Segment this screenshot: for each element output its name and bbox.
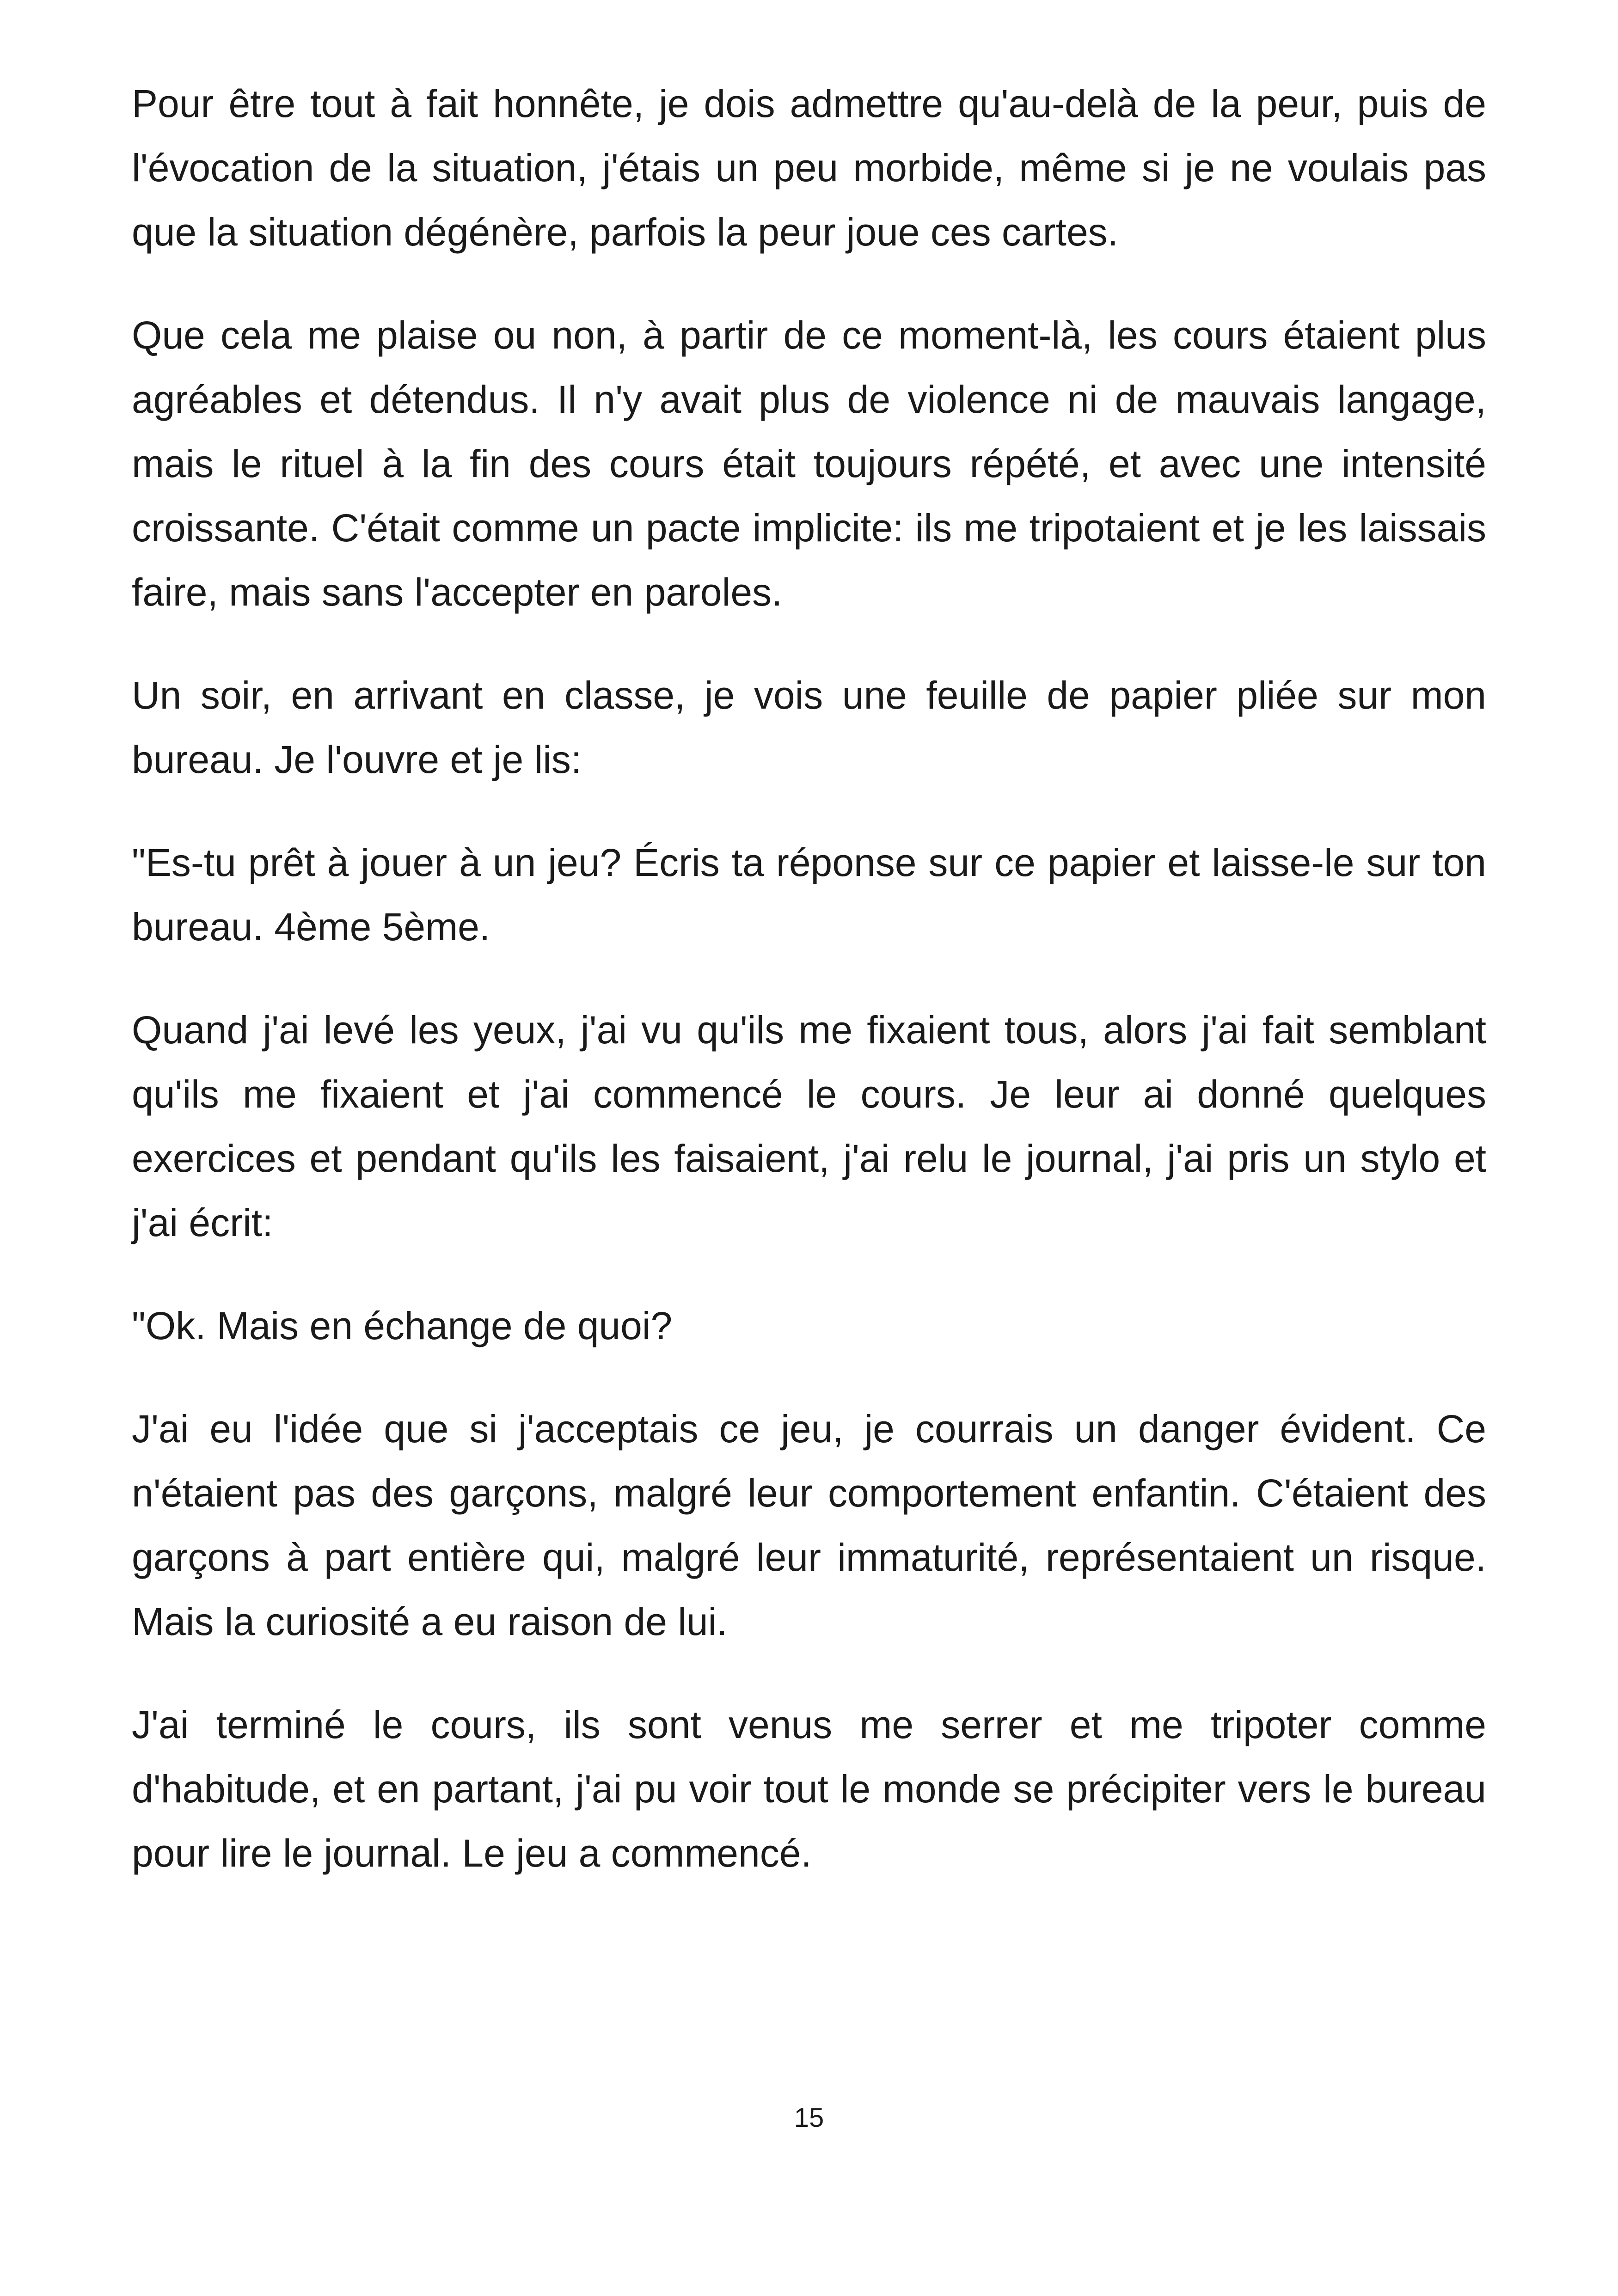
paragraph-7: J'ai eu l'idée que si j'acceptais ce jeu, je courrais un danger évident. Ce n'étaient pas des garçons, malgré leur comportement enfantin. C'étaient des garçons à part entière qui, malgré leur immaturité, représentaient un risque. Mais la curiosité a eu raison de lui. <box>132 1407 1486 1643</box>
page-number: 15 <box>794 2103 824 2133</box>
paragraph-4: "Es-tu prêt à jouer à un jeu? Écris ta réponse sur ce papier et laisse-le sur ton bureau. 4ème 5ème. <box>132 841 1486 949</box>
paragraph-3: Un soir, en arrivant en classe, je vois une feuille de papier pliée sur mon bureau. Je l'ouvre et je lis: <box>132 673 1486 781</box>
paragraph-5: Quand j'ai levé les yeux, j'ai vu qu'ils me fixaient tous, alors j'ai fait semblant qu'ils me fixaient et j'ai commencé le cours. Je leur ai donné quelques exercices et pendant qu'ils les faisaient, j'ai relu le journal, j'ai pris un stylo et j'ai écrit: <box>132 1008 1486 1244</box>
paragraph-2: Que cela me plaise ou non, à partir de ce moment-là, les cours étaient plus agréables et détendus. Il n'y avait plus de violence ni de mauvais langage, mais le rituel à la fin des cours était toujours répété, et avec une intensité croissante. C'était comme un pacte implicite: ils me tripotaient et je les laissais faire, mais sans l'accepter en paroles. <box>132 313 1486 614</box>
body-text <box>132 72 1486 1924</box>
paragraph-1: Pour être tout à fait honnête, je dois admettre qu'au-delà de la peur, puis de l'évocation de la situation, j'étais un peu morbide, même si je ne voulais pas que la situation dégénère, parfois la peur joue ces cartes. <box>132 82 1486 254</box>
paragraph-6: "Ok. Mais en échange de quoi? <box>132 1304 673 1347</box>
paragraph-8: J'ai terminé le cours, ils sont venus me serrer et me tripoter comme d'habitude, et en partant, j'ai pu voir tout le monde se précipiter vers le bureau pour lire le journal. Le jeu a commencé. <box>132 1703 1486 1875</box>
